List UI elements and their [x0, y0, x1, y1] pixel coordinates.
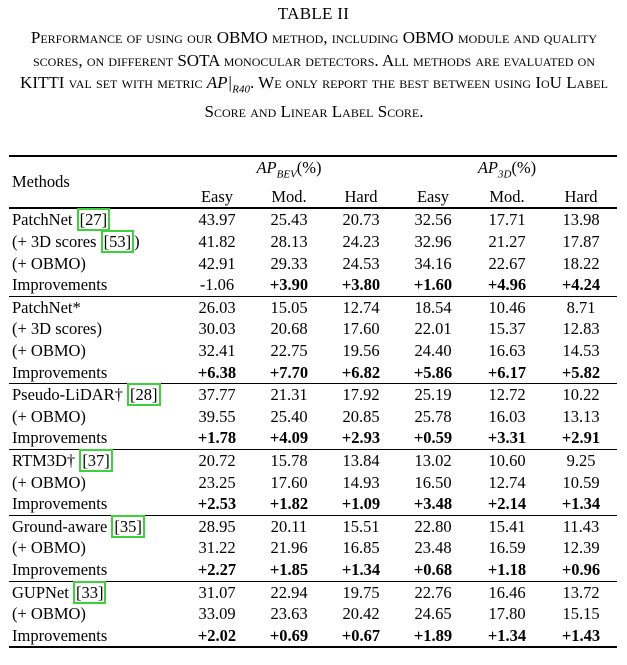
value-cell: +1.34 — [561, 494, 601, 514]
value-cell: 20.42 — [342, 604, 380, 624]
value-cell: 13.13 — [562, 406, 600, 426]
value-cell: +3.80 — [341, 275, 381, 295]
method-cell: PatchNet [27] — [9, 208, 181, 231]
value-cell: 16.63 — [488, 341, 526, 361]
value-cell: 31.22 — [198, 538, 236, 558]
value-cell: +2.93 — [341, 428, 381, 448]
value-cell: 32.41 — [198, 341, 236, 361]
value-cell: 22.94 — [253, 581, 325, 603]
value-cell: 34.16 — [414, 253, 452, 273]
col-header: Mod. — [489, 186, 525, 206]
method-cell: Improvements — [12, 494, 108, 514]
table-row — [9, 231, 617, 253]
value-cell: 10.59 — [562, 472, 600, 492]
value-cell: +1.78 — [197, 428, 237, 448]
method-cell: Improvements — [12, 428, 108, 448]
col-header: Mod. — [271, 186, 307, 206]
value-cell: 28.13 — [270, 232, 308, 252]
value-cell: 17.92 — [325, 384, 397, 406]
method-cell: Improvements — [12, 362, 108, 382]
table-row — [9, 340, 617, 362]
value-cell: 18.54 — [397, 296, 469, 318]
value-cell: +1.43 — [545, 625, 617, 648]
value-cell: +5.82 — [561, 362, 601, 382]
table-row — [9, 318, 617, 340]
value-cell: +1.18 — [487, 559, 527, 579]
value-cell: 25.78 — [414, 406, 452, 426]
col-header: Easy — [416, 186, 450, 206]
value-cell: 17.71 — [469, 208, 545, 231]
value-cell: +3.90 — [269, 275, 309, 295]
value-cell: 25.19 — [397, 384, 469, 406]
value-cell: 8.71 — [545, 296, 617, 318]
value-cell: 15.41 — [469, 515, 545, 537]
value-cell: 17.80 — [488, 604, 526, 624]
method-cell: (+ OBMO) — [12, 604, 86, 624]
value-cell: 29.33 — [270, 253, 308, 273]
value-cell: 10.22 — [545, 384, 617, 406]
method-cell: (+ 3D scores [53] ) — [12, 232, 140, 252]
value-cell: +6.17 — [487, 362, 527, 382]
value-cell: +6.38 — [197, 362, 237, 382]
results-table — [9, 155, 617, 648]
value-cell: 15.05 — [253, 296, 325, 318]
value-cell: 39.55 — [198, 406, 236, 426]
value-cell: 12.83 — [562, 319, 600, 339]
value-cell: 37.77 — [181, 384, 253, 406]
value-cell: 23.48 — [414, 538, 452, 558]
table-number: TABLE II — [277, 4, 350, 23]
method-cell: Ground-aware [35] — [9, 515, 181, 537]
value-cell: 32.56 — [397, 208, 469, 231]
value-cell: 20.85 — [342, 406, 380, 426]
value-cell: -1.06 — [199, 275, 235, 295]
value-cell: 20.73 — [325, 208, 397, 231]
value-cell: 26.03 — [181, 296, 253, 318]
method-cell: (+ OBMO) — [12, 472, 86, 492]
value-cell: 22.01 — [414, 319, 452, 339]
value-cell: 16.46 — [469, 581, 545, 603]
value-cell: 10.46 — [469, 296, 545, 318]
table-row — [9, 515, 617, 537]
citation-link[interactable]: [53] — [101, 230, 135, 253]
value-cell: 16.50 — [414, 472, 452, 492]
method-cell: (+ OBMO) — [12, 406, 86, 426]
table-row — [9, 406, 617, 428]
table-row — [9, 208, 617, 231]
value-cell: 16.59 — [488, 538, 526, 558]
value-cell: +6.82 — [341, 362, 381, 382]
table-row — [9, 559, 617, 581]
col-header: Easy — [200, 186, 234, 206]
method-cell: Improvements — [9, 625, 181, 648]
value-cell: 17.60 — [270, 472, 308, 492]
value-cell: +0.59 — [413, 428, 453, 448]
method-cell: (+ OBMO) — [12, 253, 86, 273]
table-body — [9, 208, 617, 647]
value-cell: 13.72 — [545, 581, 617, 603]
value-cell: +1.89 — [397, 625, 469, 648]
metric-symbol: $AP|_{R40}$ — [206, 73, 250, 96]
value-cell: +2.02 — [181, 625, 253, 648]
value-cell: 11.43 — [545, 515, 617, 537]
value-cell: +2.27 — [197, 559, 237, 579]
method-cell: (+ 3D scores) — [12, 319, 102, 339]
value-cell: +0.69 — [253, 625, 325, 648]
value-cell: 20.11 — [253, 515, 325, 537]
table-row — [9, 450, 617, 472]
value-cell: 24.65 — [414, 604, 452, 624]
method-cell: Pseudo-LiDAR† [28] — [9, 384, 181, 406]
value-cell: 21.27 — [488, 232, 526, 252]
value-cell: 18.22 — [562, 253, 600, 273]
value-cell: 22.67 — [488, 253, 526, 273]
value-cell: 21.96 — [270, 538, 308, 558]
value-cell: 24.53 — [342, 253, 380, 273]
method-cell: RTM3D† [37] — [9, 450, 181, 472]
method-cell: (+ OBMO) — [12, 538, 86, 558]
value-cell: +0.96 — [561, 559, 601, 579]
value-cell: 23.63 — [270, 604, 308, 624]
value-cell: 15.37 — [488, 319, 526, 339]
value-cell: 28.95 — [181, 515, 253, 537]
value-cell: 24.40 — [414, 341, 452, 361]
citation-link[interactable]: [33] — [73, 581, 107, 604]
table-row — [9, 581, 617, 603]
value-cell: 23.25 — [198, 472, 236, 492]
table-row — [9, 537, 617, 559]
value-cell: 24.23 — [342, 232, 380, 252]
table-caption: Performance of using our OBMO method, including OBMO module and quality scores, on different SOTA monocular detectors. All methods are evaluated on KITTI val set with metric $AP|_{R40}$. We only report the best between using IoU Label Score and Linear Label Score. — [20, 28, 608, 121]
table-row — [9, 296, 617, 318]
ap3d-header: $AP_{3D}(\%)$ — [397, 156, 617, 186]
value-cell: +4.96 — [487, 275, 527, 295]
value-cell: +1.85 — [269, 559, 309, 579]
method-cell: (+ OBMO) — [12, 341, 86, 361]
value-cell: 14.93 — [342, 472, 380, 492]
value-cell: +2.53 — [197, 494, 237, 514]
value-cell: +5.86 — [413, 362, 453, 382]
value-cell: 12.74 — [488, 472, 526, 492]
table-row — [9, 603, 617, 625]
value-cell: +1.82 — [269, 494, 309, 514]
citation-link[interactable]: [27] — [77, 208, 111, 231]
value-cell: 20.72 — [181, 450, 253, 472]
value-cell: 43.97 — [181, 208, 253, 231]
value-cell: 17.60 — [342, 319, 380, 339]
value-cell: 19.75 — [325, 581, 397, 603]
table-row — [9, 362, 617, 384]
value-cell: 16.85 — [342, 538, 380, 558]
value-cell: +0.68 — [413, 559, 453, 579]
value-cell: +1.34 — [341, 559, 381, 579]
table-row — [9, 427, 617, 449]
citation-link[interactable]: [35] — [111, 515, 145, 538]
table-row — [9, 274, 617, 296]
value-cell: +2.91 — [561, 428, 601, 448]
value-cell: 25.43 — [253, 208, 325, 231]
value-cell: +1.34 — [469, 625, 545, 648]
table-row — [9, 253, 617, 275]
value-cell: 42.91 — [198, 253, 236, 273]
value-cell: +2.14 — [487, 494, 527, 514]
value-cell: 15.78 — [253, 450, 325, 472]
value-cell: +0.67 — [325, 625, 397, 648]
value-cell: 13.02 — [397, 450, 469, 472]
value-cell: 13.98 — [545, 208, 617, 231]
value-cell: 20.68 — [270, 319, 308, 339]
value-cell: 22.80 — [397, 515, 469, 537]
method-cell: PatchNet* — [9, 296, 181, 318]
citation-link[interactable]: [37] — [79, 449, 113, 472]
value-cell: 16.03 — [488, 406, 526, 426]
value-cell: 22.76 — [397, 581, 469, 603]
value-cell: 15.51 — [325, 515, 397, 537]
value-cell: 10.60 — [469, 450, 545, 472]
bev-header: $AP_{BEV}(\%)$ — [181, 156, 397, 186]
col-header: Hard — [564, 186, 598, 206]
value-cell: 30.03 — [198, 319, 236, 339]
value-cell: 12.39 — [562, 538, 600, 558]
methods-header: Methods — [9, 156, 181, 208]
value-cell: 15.15 — [562, 604, 600, 624]
method-cell: Improvements — [12, 275, 108, 295]
value-cell: +7.70 — [269, 362, 309, 382]
value-cell: +4.24 — [561, 275, 601, 295]
method-cell: Improvements — [12, 559, 108, 579]
value-cell: 22.75 — [270, 341, 308, 361]
value-cell: 12.74 — [325, 296, 397, 318]
value-cell: +1.09 — [341, 494, 381, 514]
value-cell: 41.82 — [198, 232, 236, 252]
value-cell: 9.25 — [545, 450, 617, 472]
value-cell: 13.84 — [325, 450, 397, 472]
value-cell: 33.09 — [198, 604, 236, 624]
table-row — [9, 472, 617, 494]
value-cell: 32.96 — [414, 232, 452, 252]
value-cell: 17.87 — [562, 232, 600, 252]
value-cell: 25.40 — [270, 406, 308, 426]
table-row — [9, 625, 617, 648]
value-cell: +3.31 — [487, 428, 527, 448]
value-cell: +1.60 — [413, 275, 453, 295]
table-row — [9, 384, 617, 406]
value-cell: 14.53 — [562, 341, 600, 361]
header-row-1 — [9, 156, 617, 186]
col-header: Hard — [344, 186, 378, 206]
value-cell: 19.56 — [342, 341, 380, 361]
value-cell: 21.31 — [253, 384, 325, 406]
value-cell: 31.07 — [181, 581, 253, 603]
value-cell: +3.48 — [413, 494, 453, 514]
value-cell: 12.72 — [469, 384, 545, 406]
method-cell: GUPNet [33] — [9, 581, 181, 603]
value-cell: +4.09 — [269, 428, 309, 448]
table-row — [9, 493, 617, 515]
citation-link[interactable]: [28] — [127, 383, 161, 406]
